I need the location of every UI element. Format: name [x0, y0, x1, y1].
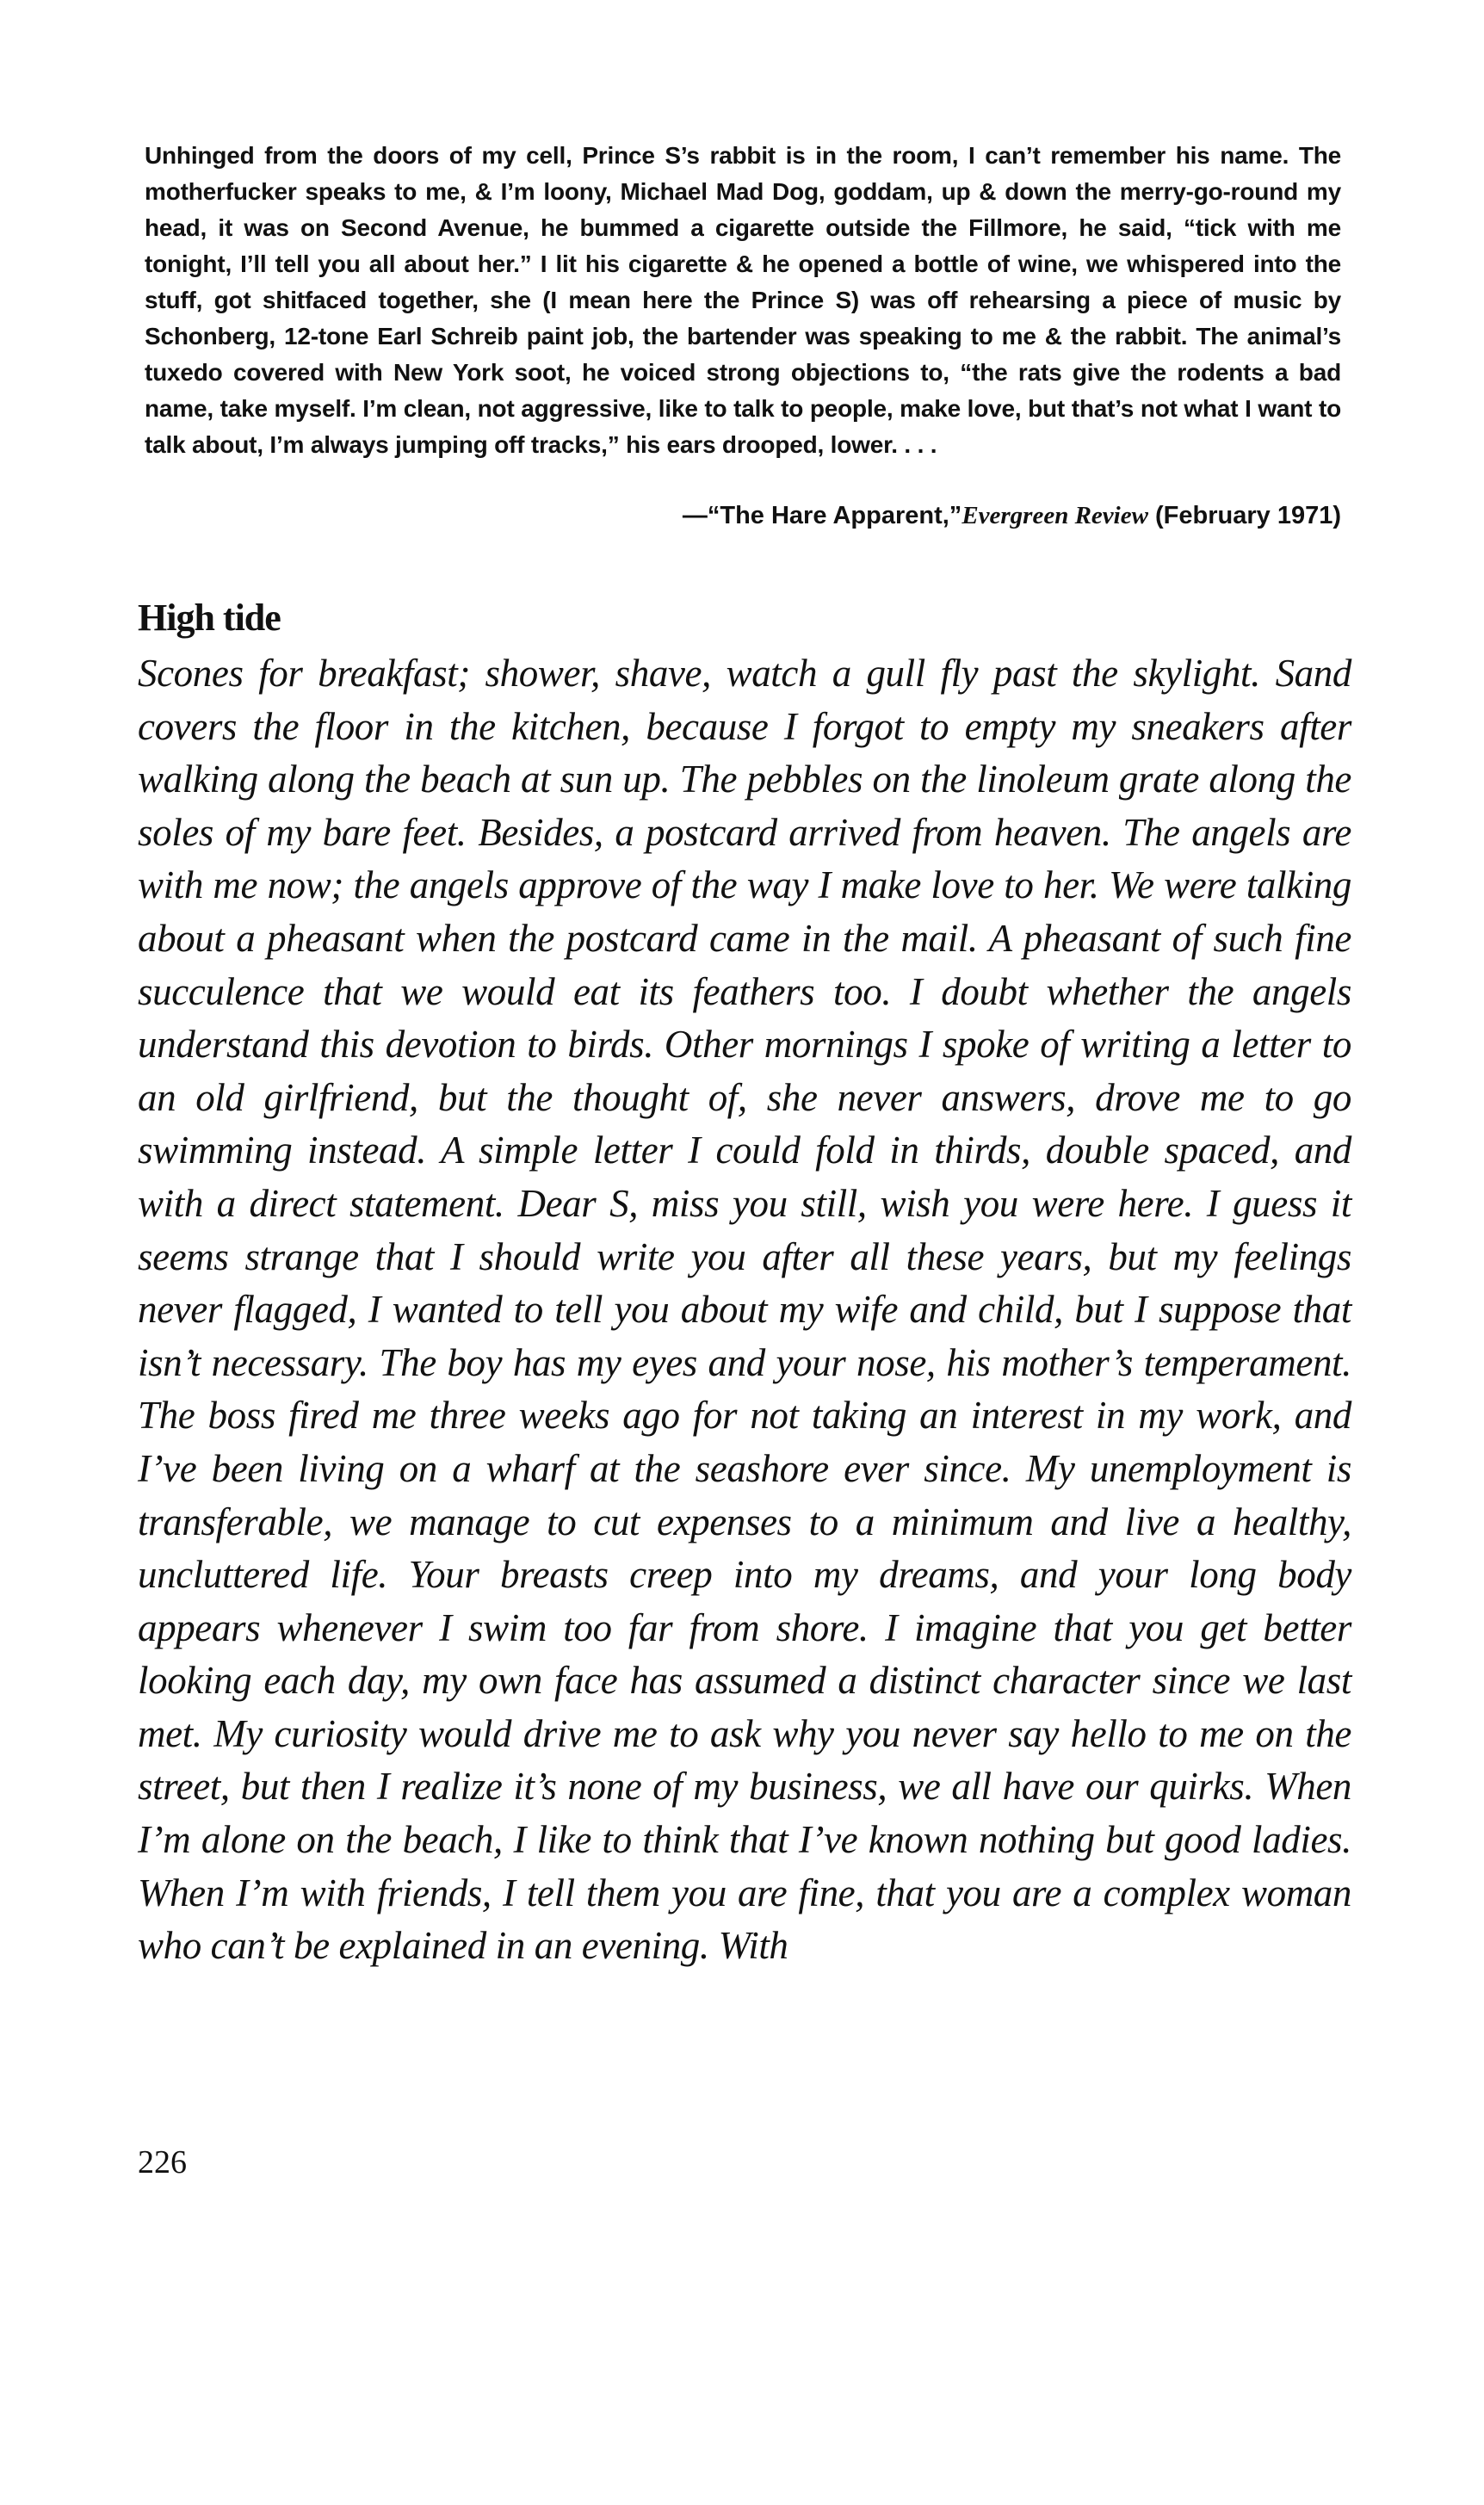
citation-title: —“The Hare Apparent,”	[682, 502, 962, 529]
citation-date: (February 1971)	[1147, 502, 1341, 529]
prose-poem-body: Scones for breakfast; shower, shave, watch a gull fly past the skylight. Sand covers the floor in the kitchen, because I forgot to empty my sneakers after walking along the beach at sun up. The pebbles on the linoleum grate along the soles of my bare feet. Besides, a postcard arrived from heaven. The angels are with me now; the angels approve of the way I make love to her. We were talking about a pheasant when the postcard came in the mail. A pheasant of such fine succulence that we would eat its feathers too. I doubt whether the angels understand this devotion to birds. Other mornings I spoke of writing a letter to an old girlfriend, but the thought of, she never answers, drove me to go swimming instead. A simple letter I could fold in thirds, double spaced, and with a direct statement. Dear S, miss you still, wish you were here. I guess it seems strange that I should write you after all these years, but my feelings never flagged, I wanted to tell you about my wife and child, but I suppose that isn’t necessary. The boy has my eyes and your nose, his mother’s temperament. The boss fired me three weeks ago for not taking an interest in my work, and I’ve been living on a wharf at the seashore ever since. My unemployment is transferable, we manage to cut expenses to a minimum and live a healthy, uncluttered life. Your breasts creep into my dreams, and your long body appears whenever I swim too far from shore. I imagine that you get better looking each day, my own face has assumed a distinct character since we last met. My curiosity would drive me to ask why you never say hello to me on the street, but then I realize it’s none of my business, we all have our quirks. When I’m alone on the beach, I like to think that I’ve known nothing but good ladies. When I’m with friends, I tell them you are fine, that you are a complex woman who can’t be explained in an evening. With	[138, 652, 1351, 1968]
excerpt-paragraph: Unhinged from the doors of my cell, Prince S’s rabbit is in the room, I can’t remember his name. The motherfucker speaks to me, & I’m loony, Michael Mad Dog, goddam, up & down the merry-go-round my head, it was on Second Avenue, he bummed a cigarette outside the Fillmore, he said, “tick with me tonight, I’ll tell you all about her.” I lit his cigarette & he opened a bottle of wine, we whispered into the stuff, got shitfaced together, she (I mean here the Prince S) was off rehearsing a piece of music by Schonberg, 12-tone Earl Schreib paint job, the bartender was speaking to me & the rabbit. The animal’s tuxedo covered with New York soot, he voiced strong objections to, “the rats give the rodents a bad name, take myself. I’m clean, not aggressive, like to talk to people, make love, but that’s not what I want to talk about, I’m always jumping off tracks,” his ears drooped, lower. . . .	[145, 142, 1341, 458]
excerpt-citation	[145, 498, 1341, 534]
section-heading: High tide	[138, 597, 281, 639]
citation-journal: Evergreen Review	[962, 502, 1148, 529]
page-number: 226	[138, 2144, 187, 2180]
